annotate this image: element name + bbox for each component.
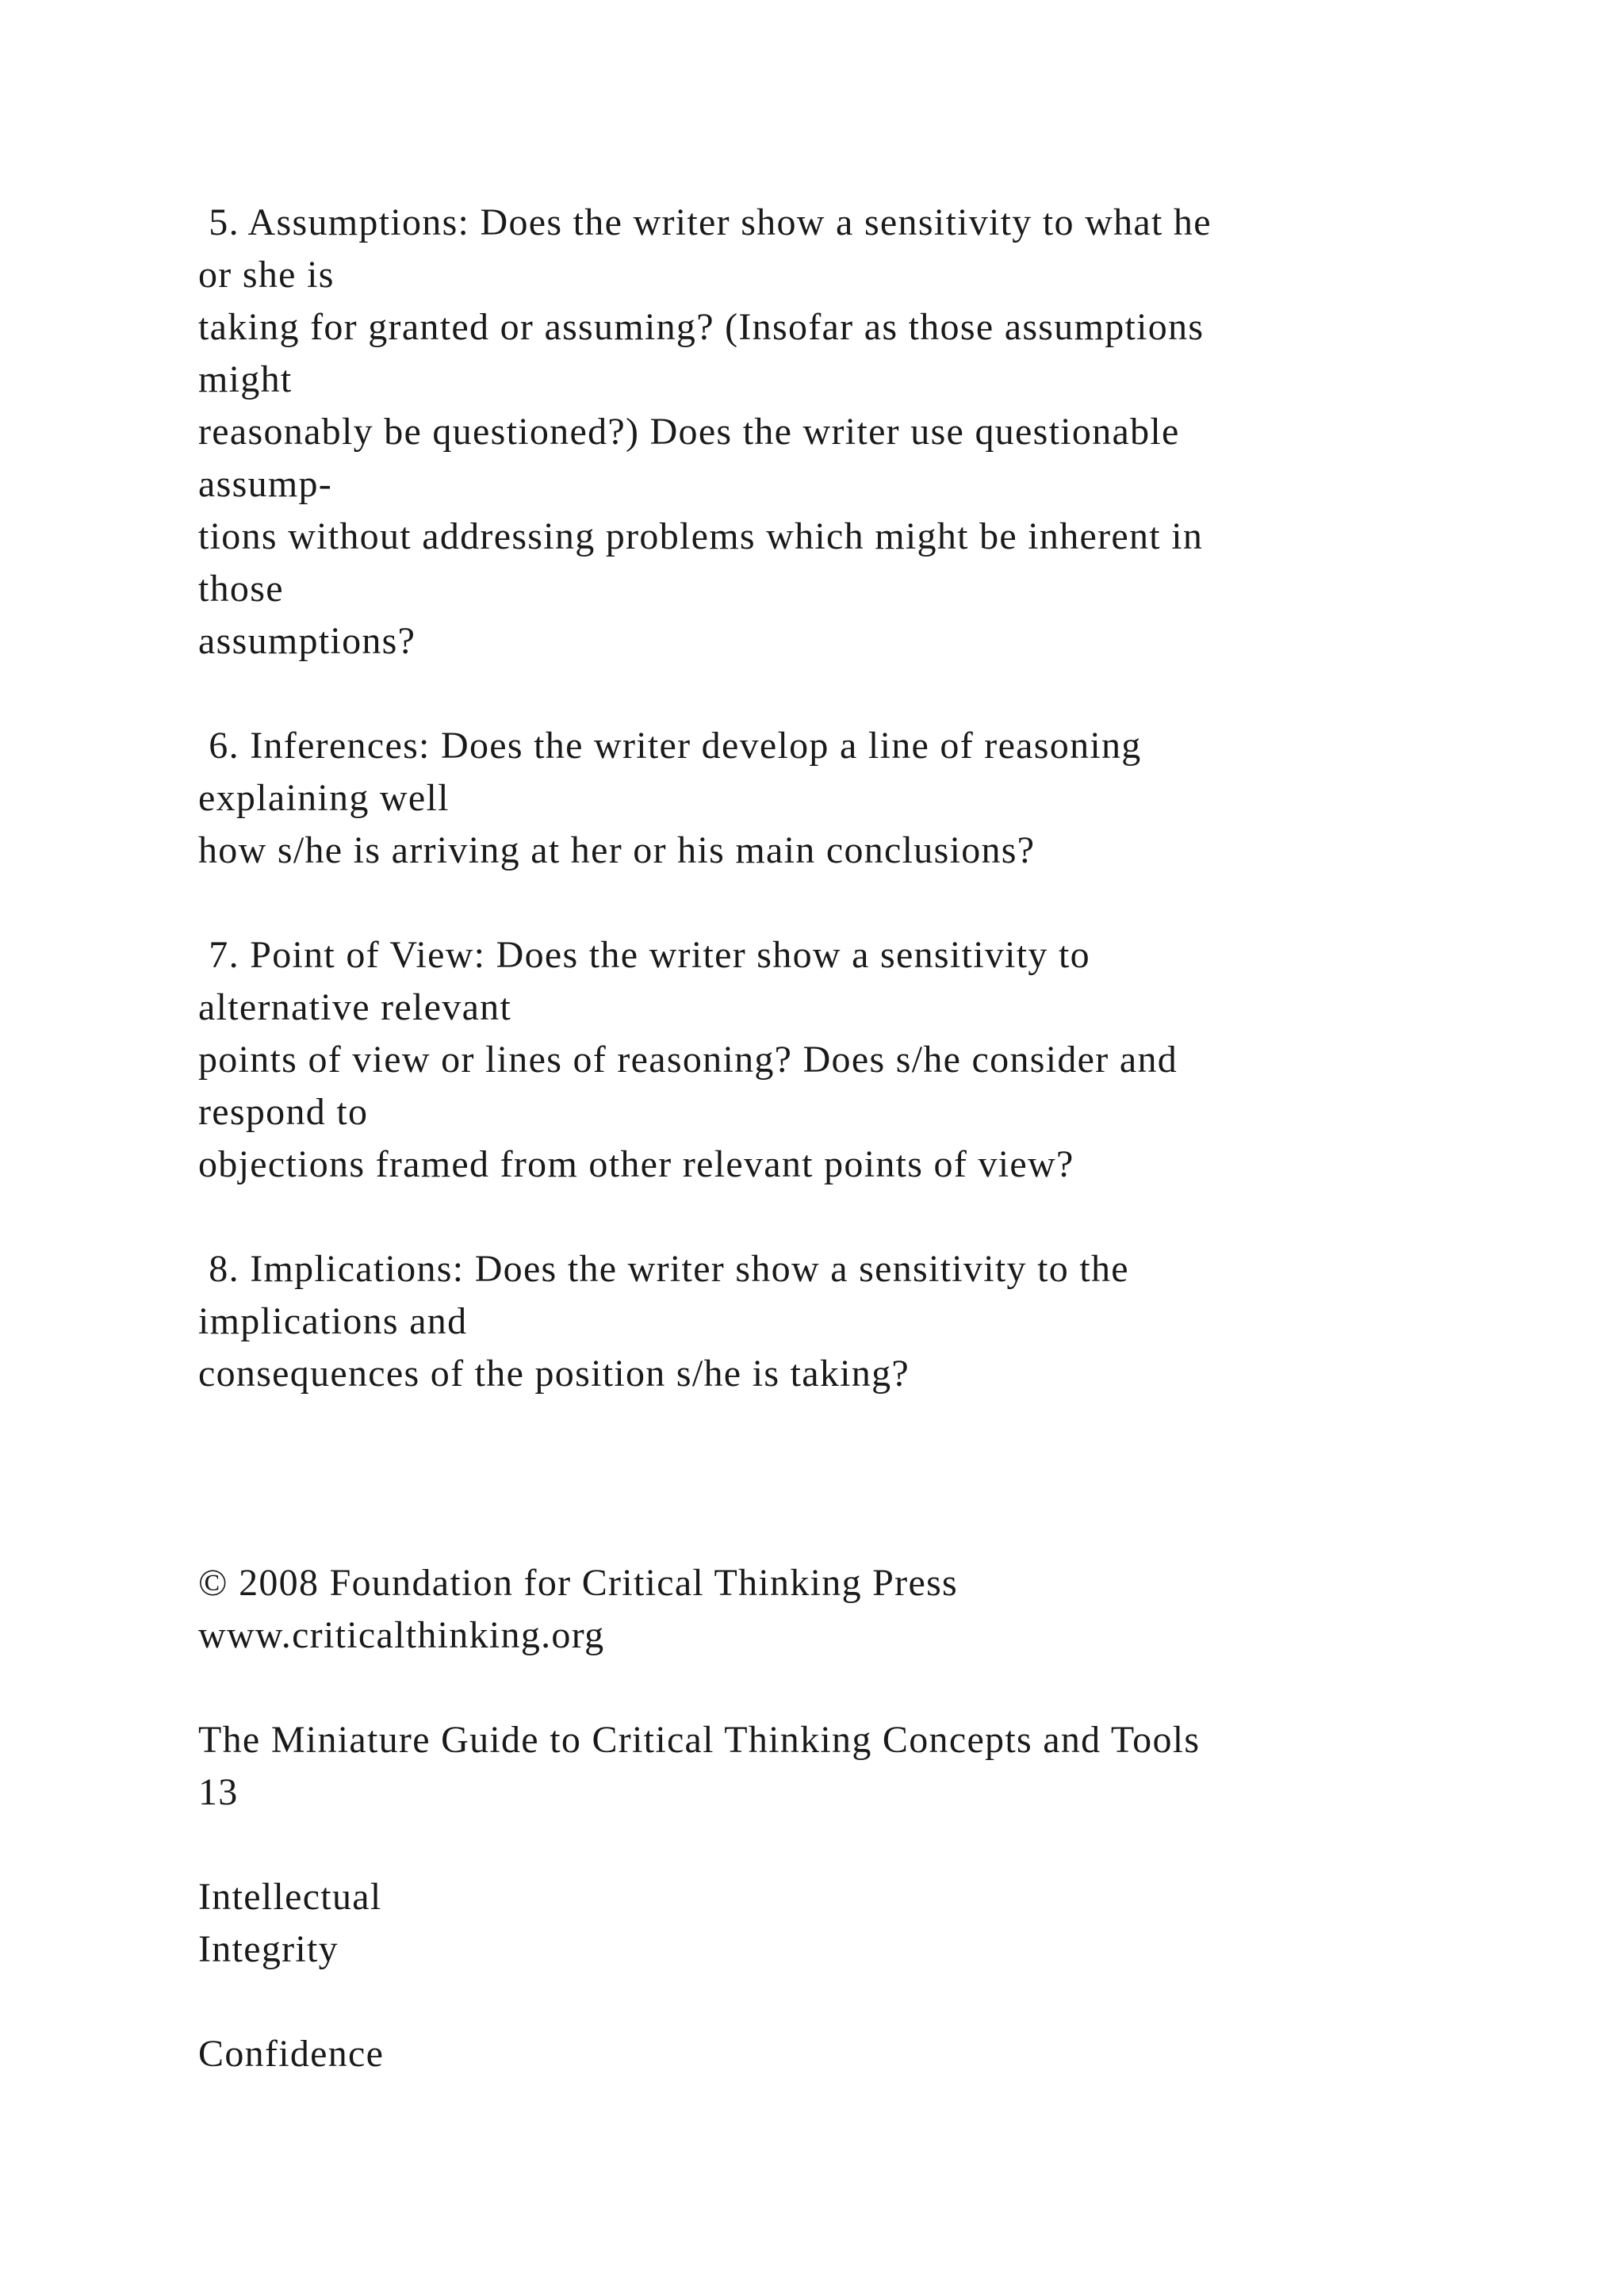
spacer <box>198 877 1546 929</box>
text-line: 8. Implications: Does the writer show a sensitivity to the <box>198 1248 1129 1290</box>
text-line: 6. Inferences: Does the writer develop a line of reasoning <box>198 725 1142 767</box>
page-number: 13 <box>198 1771 239 1813</box>
text-line: tions without addressing problems which might be inherent in <box>198 515 1204 557</box>
text-line: taking for granted or assuming? (Insofar as those assumptions <box>198 306 1205 348</box>
guide-title: The Miniature Guide to Critical Thinking Concepts and Tools <box>198 1719 1201 1761</box>
spacer <box>198 1191 1546 1243</box>
text-line: points of view or lines of reasoning? Does s/he consider and <box>198 1039 1178 1081</box>
spacer <box>198 668 1546 720</box>
text-line: assump- <box>198 463 333 505</box>
text-line: might <box>198 358 293 400</box>
text-line: objections framed from other relevant points of view? <box>198 1143 1074 1185</box>
text-line: implications and <box>198 1300 468 1342</box>
text-line: respond to <box>198 1091 369 1133</box>
document-page <box>198 197 1546 2080</box>
footer-block <box>198 1557 1546 1819</box>
section-inferences <box>198 720 1546 877</box>
word-integrity: Integrity <box>198 1928 339 1970</box>
text-line: or she is <box>198 254 335 296</box>
text-line: how s/he is arriving at her or his main conclusions? <box>198 829 1036 871</box>
copyright-text: © 2008 Foundation for Critical Thinking Press <box>198 1562 959 1604</box>
text-line: assumptions? <box>198 620 416 662</box>
word-confidence: Confidence <box>198 2033 385 2075</box>
text-line: alternative relevant <box>198 986 512 1028</box>
text-line: explaining well <box>198 777 450 819</box>
text-line: 7. Point of View: Does the writer show a sensitivity to <box>198 934 1090 976</box>
word-intellectual: Intellectual <box>198 1876 382 1918</box>
text-line: those <box>198 568 284 610</box>
section-implications <box>198 1243 1546 1400</box>
text-line: reasonably be questioned?) Does the writer use questionable <box>198 411 1180 453</box>
text-line: consequences of the position s/he is taking? <box>198 1353 910 1395</box>
spacer <box>198 1662 1546 1714</box>
text-line: 5. Assumptions: Does the writer show a sensitivity to what he <box>198 201 1212 243</box>
spacer <box>198 1976 1546 2028</box>
spacer <box>198 1400 1546 1557</box>
website-link: www.criticalthinking.org <box>198 1614 605 1656</box>
spacer <box>198 1819 1546 1871</box>
trailing-words <box>198 1871 1546 2080</box>
section-point-of-view <box>198 929 1546 1191</box>
section-assumptions <box>198 197 1546 668</box>
